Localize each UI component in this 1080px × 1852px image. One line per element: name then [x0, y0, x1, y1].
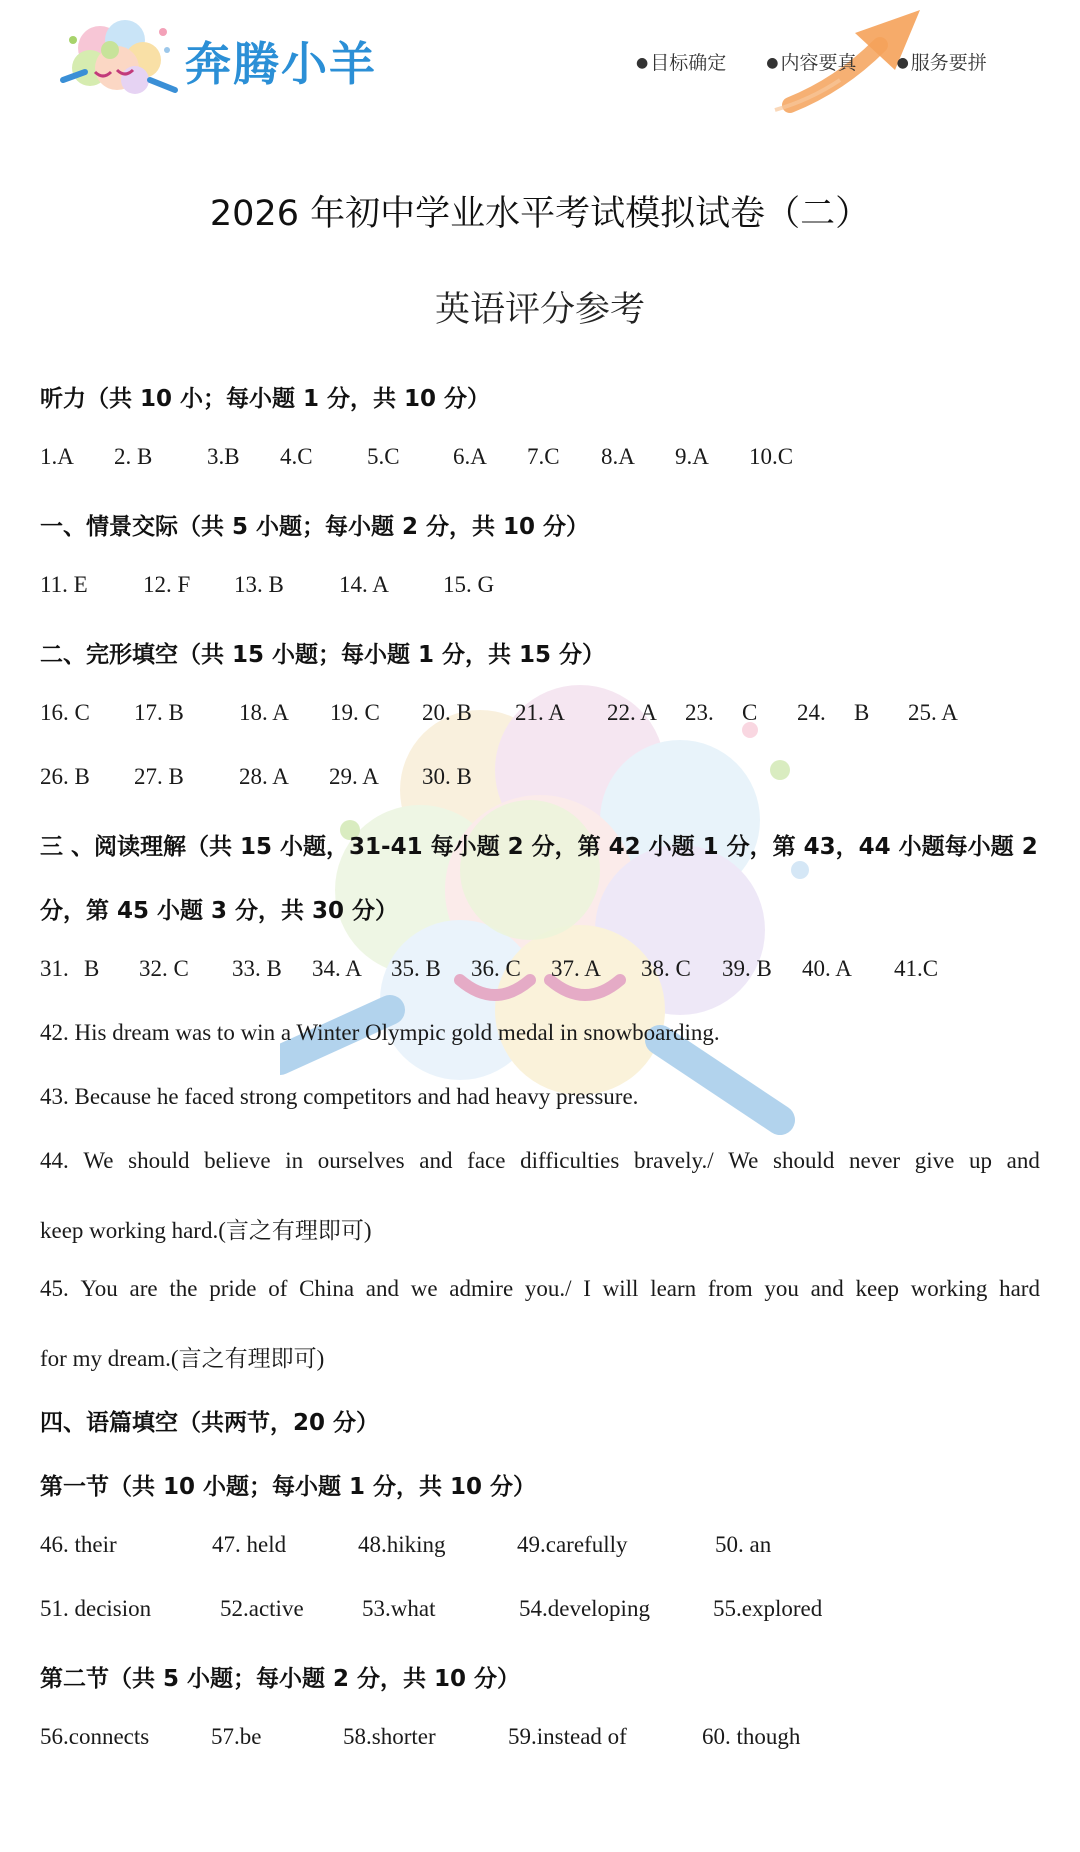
- word: and: [810, 1276, 844, 1301]
- word: learn: [650, 1276, 697, 1301]
- answer: C: [742, 700, 758, 725]
- answer: 17. B: [134, 700, 184, 725]
- answer-45-line2: for my dream.(言之有理即可): [40, 1346, 325, 1371]
- answer: 49.carefully: [517, 1532, 628, 1557]
- word: and: [1006, 1148, 1040, 1173]
- section-1: 一、情景交际（共 5 小题；每小题 2 分，共 10 分）: [40, 514, 590, 540]
- answer: 26. B: [40, 764, 90, 789]
- section-2: 二、完形填空（共 15 小题；每小题 1 分，共 15 分）: [40, 642, 606, 668]
- word: You: [80, 1276, 118, 1301]
- answer-45-line1: [40, 1276, 1040, 1302]
- answers-section-4-row3: [40, 1724, 1040, 1754]
- answers-section-3: [40, 956, 1040, 986]
- answer-43: 43. Because he faced strong competitors and had heavy pressure.: [40, 1084, 639, 1109]
- answer: 33. B: [232, 956, 282, 981]
- answer: 59.instead of: [508, 1724, 627, 1749]
- answer: 9.A: [675, 444, 709, 469]
- word: from: [707, 1276, 753, 1301]
- word: We: [728, 1148, 759, 1173]
- answer: 4.C: [280, 444, 313, 469]
- word: you: [764, 1276, 799, 1301]
- answers-section-4-row2: [40, 1596, 1040, 1626]
- section-4: 四、语篇填空（共两节，20 分）: [40, 1410, 380, 1436]
- tag-goal: ● 目标确定: [636, 52, 726, 74]
- answer: 28. A: [239, 764, 289, 789]
- answer: 29. A: [329, 764, 379, 789]
- word: believe: [204, 1148, 271, 1173]
- section-4-part-2: 第二节（共 5 小题；每小题 2 分，共 10 分）: [40, 1666, 521, 1692]
- brand-name: 奔腾小羊: [185, 37, 377, 91]
- word: 45.: [40, 1276, 69, 1301]
- answer: B: [854, 700, 870, 725]
- answer: 36. C: [471, 956, 521, 981]
- answer: 7.C: [527, 444, 560, 469]
- answer: 2. B: [114, 444, 153, 469]
- answer: 40. A: [802, 956, 852, 981]
- answer-42: 42. His dream was to win a Winter Olympic gold medal in snowboarding.: [40, 1020, 720, 1045]
- answer: 50. an: [715, 1532, 772, 1557]
- tag-content: ● 内容要真: [766, 52, 856, 74]
- answer: 38. C: [641, 956, 691, 981]
- slogan-tags: [636, 48, 1021, 75]
- answer: 48.hiking: [358, 1532, 446, 1557]
- answer: B: [84, 956, 100, 981]
- word: and: [419, 1148, 453, 1173]
- answers-section-2-row2: [40, 764, 1040, 794]
- word: we: [410, 1276, 438, 1301]
- word: keep: [855, 1276, 899, 1301]
- answer: 37. A: [551, 956, 601, 981]
- answer: 32. C: [139, 956, 189, 981]
- answer: 34. A: [312, 956, 362, 981]
- word: in: [285, 1148, 304, 1173]
- answer: 12. F: [143, 572, 191, 597]
- section-listening: 听力（共 10 小；每小题 1 分，共 10 分）: [40, 386, 491, 412]
- word: the: [169, 1276, 198, 1301]
- answer: 15. G: [443, 572, 495, 597]
- answer: 14. A: [339, 572, 389, 597]
- word: you./: [524, 1276, 572, 1301]
- exam-subtitle: 英语评分参考: [434, 290, 645, 330]
- answer: 52.active: [220, 1596, 304, 1621]
- word: are: [129, 1276, 158, 1301]
- answer: 25. A: [908, 700, 958, 725]
- answer: 53.what: [362, 1596, 436, 1621]
- answer: 18. A: [239, 700, 289, 725]
- header: [0, 0, 1080, 130]
- word: difficulties: [520, 1148, 620, 1173]
- answer: 35. B: [391, 956, 441, 981]
- answer: 30. B: [422, 764, 472, 789]
- answer: 20. B: [422, 700, 472, 725]
- answer: 24.: [797, 700, 826, 725]
- answer: 21. A: [515, 700, 565, 725]
- answer-44-line1: [40, 1148, 1040, 1174]
- word: China: [299, 1276, 355, 1301]
- word: I: [583, 1276, 591, 1301]
- answers-section-4-row1: [40, 1532, 1040, 1562]
- answer: 54.developing: [519, 1596, 650, 1621]
- word: ourselves: [317, 1148, 405, 1173]
- word: 44.: [40, 1148, 69, 1173]
- answer: 19. C: [330, 700, 380, 725]
- answer: 60. though: [702, 1724, 801, 1749]
- answer: 46. their: [40, 1532, 117, 1557]
- word: give: [914, 1148, 955, 1173]
- word: and: [365, 1276, 399, 1301]
- answer: 13. B: [234, 572, 284, 597]
- word: bravely./: [634, 1148, 714, 1173]
- lamb-logo-icon: [55, 10, 185, 110]
- answer-44-line2: keep working hard.(言之有理即可): [40, 1218, 372, 1243]
- word: pride: [209, 1276, 257, 1301]
- answer: 6.A: [453, 444, 487, 469]
- answer: 11. E: [40, 572, 88, 597]
- answer: 16. C: [40, 700, 90, 725]
- word: up: [969, 1148, 993, 1173]
- answer: 27. B: [134, 764, 184, 789]
- answer: 1.A: [40, 444, 74, 469]
- answer: 57.be: [211, 1724, 262, 1749]
- answer: 58.shorter: [343, 1724, 436, 1749]
- section-4-part-1: 第一节（共 10 小题；每小题 1 分，共 10 分）: [40, 1474, 537, 1500]
- word: should: [128, 1148, 190, 1173]
- answer: 31.: [40, 956, 69, 981]
- answer: 55.explored: [713, 1596, 823, 1621]
- word: working: [910, 1276, 988, 1301]
- answer: 51. decision: [40, 1596, 152, 1621]
- answers-section-2-row1: [40, 700, 1040, 730]
- exam-title: 2026 年初中学业水平考试模拟试卷（二）: [209, 194, 871, 234]
- answer: 41.C: [894, 956, 939, 981]
- answer: 39. B: [722, 956, 772, 981]
- answer: 10.C: [749, 444, 794, 469]
- word: We: [83, 1148, 114, 1173]
- word: of: [268, 1276, 288, 1301]
- word: never: [849, 1148, 901, 1173]
- word: admire: [449, 1276, 514, 1301]
- answer: 3.B: [207, 444, 240, 469]
- answer: 56.connects: [40, 1724, 150, 1749]
- tag-service: ● 服务要拼: [897, 52, 987, 74]
- answer: 47. held: [212, 1532, 287, 1557]
- section-3-heading-line1: 三 、阅读理解（共 15 小题，31-41 每小题 2 分，第 42 小题 1 分，第 43，44 小题每小题 2: [40, 834, 1038, 860]
- section-3-heading-line2: 分，第 45 小题 3 分，共 30 分）: [40, 898, 399, 924]
- word: hard: [999, 1276, 1040, 1301]
- answer: 8.A: [601, 444, 635, 469]
- answer: 5.C: [367, 444, 400, 469]
- answers-section-1: [40, 572, 1040, 602]
- answer: 23.: [685, 700, 714, 725]
- word: face: [467, 1148, 506, 1173]
- answers-listening: [40, 444, 1040, 474]
- word: should: [773, 1148, 835, 1173]
- answer: 22. A: [607, 700, 657, 725]
- word: will: [602, 1276, 639, 1301]
